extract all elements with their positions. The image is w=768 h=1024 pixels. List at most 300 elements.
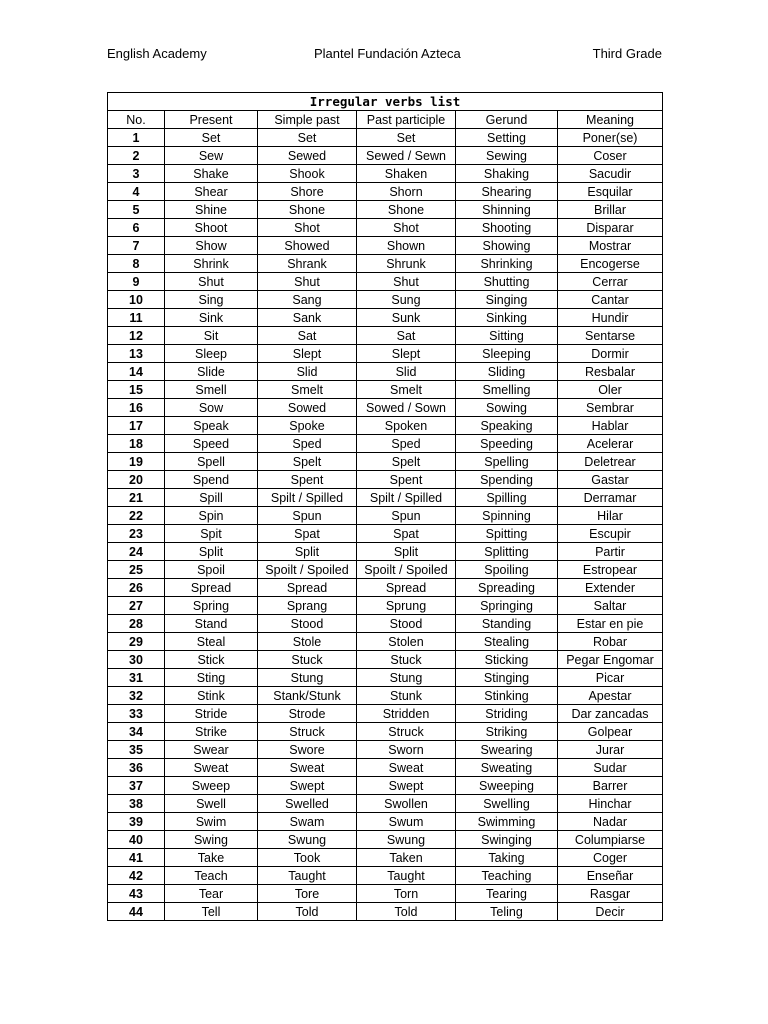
cell-past-participle: Spun bbox=[357, 507, 456, 525]
cell-simple-past: Swore bbox=[258, 741, 357, 759]
cell-simple-past: Spun bbox=[258, 507, 357, 525]
cell-present: Swear bbox=[165, 741, 258, 759]
cell-past-participle: Spilt / Spilled bbox=[357, 489, 456, 507]
cell-meaning: Sacudir bbox=[558, 165, 663, 183]
cell-simple-past: Slept bbox=[258, 345, 357, 363]
cell-past-participle: Sunk bbox=[357, 309, 456, 327]
cell-simple-past: Shone bbox=[258, 201, 357, 219]
cell-gerund: Tearing bbox=[456, 885, 558, 903]
table-row bbox=[108, 777, 663, 795]
cell-number: 37 bbox=[108, 777, 165, 795]
cell-past-participle: Sped bbox=[357, 435, 456, 453]
table-row bbox=[108, 489, 663, 507]
cell-simple-past: Stung bbox=[258, 669, 357, 687]
cell-gerund: Striking bbox=[456, 723, 558, 741]
table-row bbox=[108, 399, 663, 417]
cell-simple-past: Took bbox=[258, 849, 357, 867]
table-row bbox=[108, 183, 663, 201]
cell-past-participle: Spread bbox=[357, 579, 456, 597]
table-row bbox=[108, 147, 663, 165]
table-row bbox=[108, 651, 663, 669]
cell-present: Spell bbox=[165, 453, 258, 471]
cell-simple-past: Shore bbox=[258, 183, 357, 201]
cell-gerund: Spreading bbox=[456, 579, 558, 597]
table-row bbox=[108, 885, 663, 903]
irregular-verbs-table bbox=[107, 92, 663, 921]
table-row bbox=[108, 759, 663, 777]
cell-meaning: Deletrear bbox=[558, 453, 663, 471]
cell-past-participle: Shut bbox=[357, 273, 456, 291]
cell-number: 9 bbox=[108, 273, 165, 291]
cell-simple-past: Swept bbox=[258, 777, 357, 795]
cell-past-participle: Told bbox=[357, 903, 456, 921]
cell-simple-past: Struck bbox=[258, 723, 357, 741]
cell-gerund: Shooting bbox=[456, 219, 558, 237]
table-row bbox=[108, 543, 663, 561]
cell-simple-past: Stole bbox=[258, 633, 357, 651]
cell-gerund: Teling bbox=[456, 903, 558, 921]
cell-present: Swing bbox=[165, 831, 258, 849]
cell-gerund: Swimming bbox=[456, 813, 558, 831]
cell-simple-past: Sowed bbox=[258, 399, 357, 417]
cell-present: Sleep bbox=[165, 345, 258, 363]
cell-simple-past: Stank/Stunk bbox=[258, 687, 357, 705]
cell-meaning: Escupir bbox=[558, 525, 663, 543]
cell-simple-past: Shot bbox=[258, 219, 357, 237]
cell-number: 22 bbox=[108, 507, 165, 525]
cell-number: 24 bbox=[108, 543, 165, 561]
cell-present: Shine bbox=[165, 201, 258, 219]
cell-simple-past: Showed bbox=[258, 237, 357, 255]
cell-past-participle: Stuck bbox=[357, 651, 456, 669]
cell-present: Spend bbox=[165, 471, 258, 489]
cell-simple-past: Stuck bbox=[258, 651, 357, 669]
cell-past-participle: Stunk bbox=[357, 687, 456, 705]
cell-number: 2 bbox=[108, 147, 165, 165]
cell-meaning: Rasgar bbox=[558, 885, 663, 903]
table-row bbox=[108, 381, 663, 399]
cell-meaning: Sudar bbox=[558, 759, 663, 777]
column-header-past-participle: Past participle bbox=[357, 111, 456, 129]
table-row bbox=[108, 867, 663, 885]
cell-number: 12 bbox=[108, 327, 165, 345]
cell-gerund: Singing bbox=[456, 291, 558, 309]
cell-present: Swim bbox=[165, 813, 258, 831]
table-row bbox=[108, 201, 663, 219]
cell-meaning: Sembrar bbox=[558, 399, 663, 417]
cell-simple-past: Spoilt / Spoiled bbox=[258, 561, 357, 579]
cell-simple-past: Shrank bbox=[258, 255, 357, 273]
cell-number: 10 bbox=[108, 291, 165, 309]
cell-gerund: Swelling bbox=[456, 795, 558, 813]
cell-past-participle: Swum bbox=[357, 813, 456, 831]
cell-simple-past: Swung bbox=[258, 831, 357, 849]
cell-gerund: Sweating bbox=[456, 759, 558, 777]
cell-past-participle: Torn bbox=[357, 885, 456, 903]
table-row bbox=[108, 903, 663, 921]
cell-meaning: Nadar bbox=[558, 813, 663, 831]
cell-present: Stick bbox=[165, 651, 258, 669]
column-header-gerund: Gerund bbox=[456, 111, 558, 129]
cell-number: 33 bbox=[108, 705, 165, 723]
cell-present: Stink bbox=[165, 687, 258, 705]
cell-gerund: Shearing bbox=[456, 183, 558, 201]
table-row bbox=[108, 219, 663, 237]
cell-gerund: Sleeping bbox=[456, 345, 558, 363]
cell-present: Sink bbox=[165, 309, 258, 327]
cell-gerund: Shaking bbox=[456, 165, 558, 183]
cell-gerund: Spinning bbox=[456, 507, 558, 525]
cell-gerund: Sitting bbox=[456, 327, 558, 345]
cell-present: Tell bbox=[165, 903, 258, 921]
table-row bbox=[108, 309, 663, 327]
cell-present: Speak bbox=[165, 417, 258, 435]
cell-gerund: Splitting bbox=[456, 543, 558, 561]
cell-past-participle: Split bbox=[357, 543, 456, 561]
cell-number: 7 bbox=[108, 237, 165, 255]
cell-past-participle: Shrunk bbox=[357, 255, 456, 273]
cell-meaning: Hilar bbox=[558, 507, 663, 525]
cell-meaning: Hundir bbox=[558, 309, 663, 327]
table-row bbox=[108, 273, 663, 291]
school-name: English Academy bbox=[107, 46, 207, 61]
cell-present: Split bbox=[165, 543, 258, 561]
cell-present: Sweat bbox=[165, 759, 258, 777]
cell-past-participle: Swept bbox=[357, 777, 456, 795]
table-row bbox=[108, 687, 663, 705]
cell-gerund: Sowing bbox=[456, 399, 558, 417]
cell-meaning: Poner(se) bbox=[558, 129, 663, 147]
cell-simple-past: Set bbox=[258, 129, 357, 147]
table-row bbox=[108, 417, 663, 435]
table-row bbox=[108, 129, 663, 147]
table-row bbox=[108, 597, 663, 615]
cell-simple-past: Sewed bbox=[258, 147, 357, 165]
cell-present: Show bbox=[165, 237, 258, 255]
cell-meaning: Partir bbox=[558, 543, 663, 561]
cell-meaning: Mostrar bbox=[558, 237, 663, 255]
cell-gerund: Standing bbox=[456, 615, 558, 633]
cell-meaning: Estropear bbox=[558, 561, 663, 579]
cell-simple-past: Told bbox=[258, 903, 357, 921]
cell-simple-past: Shut bbox=[258, 273, 357, 291]
cell-gerund: Shinning bbox=[456, 201, 558, 219]
cell-meaning: Golpear bbox=[558, 723, 663, 741]
cell-past-participle: Shorn bbox=[357, 183, 456, 201]
cell-present: Shear bbox=[165, 183, 258, 201]
table-row bbox=[108, 363, 663, 381]
cell-gerund: Sticking bbox=[456, 651, 558, 669]
column-header-meaning: Meaning bbox=[558, 111, 663, 129]
grade-label: Third Grade bbox=[592, 46, 662, 61]
cell-gerund: Spitting bbox=[456, 525, 558, 543]
cell-gerund: Smelling bbox=[456, 381, 558, 399]
cell-meaning: Saltar bbox=[558, 597, 663, 615]
cell-meaning: Derramar bbox=[558, 489, 663, 507]
cell-simple-past: Spilt / Spilled bbox=[258, 489, 357, 507]
cell-past-participle: Stolen bbox=[357, 633, 456, 651]
cell-meaning: Estar en pie bbox=[558, 615, 663, 633]
table-row bbox=[108, 165, 663, 183]
cell-present: Spring bbox=[165, 597, 258, 615]
cell-meaning: Disparar bbox=[558, 219, 663, 237]
cell-simple-past: Strode bbox=[258, 705, 357, 723]
cell-past-participle: Sewed / Sewn bbox=[357, 147, 456, 165]
cell-present: Shoot bbox=[165, 219, 258, 237]
cell-simple-past: Sweat bbox=[258, 759, 357, 777]
cell-meaning: Brillar bbox=[558, 201, 663, 219]
cell-gerund: Springing bbox=[456, 597, 558, 615]
cell-meaning: Gastar bbox=[558, 471, 663, 489]
cell-past-participle: Sowed / Sown bbox=[357, 399, 456, 417]
cell-number: 31 bbox=[108, 669, 165, 687]
cell-number: 23 bbox=[108, 525, 165, 543]
cell-meaning: Apestar bbox=[558, 687, 663, 705]
cell-gerund: Showing bbox=[456, 237, 558, 255]
cell-present: Teach bbox=[165, 867, 258, 885]
table-row bbox=[108, 525, 663, 543]
cell-present: Sting bbox=[165, 669, 258, 687]
cell-gerund: Taking bbox=[456, 849, 558, 867]
cell-past-participle: Smelt bbox=[357, 381, 456, 399]
cell-past-participle: Shone bbox=[357, 201, 456, 219]
cell-gerund: Speaking bbox=[456, 417, 558, 435]
cell-number: 36 bbox=[108, 759, 165, 777]
cell-gerund: Setting bbox=[456, 129, 558, 147]
cell-meaning: Cantar bbox=[558, 291, 663, 309]
cell-number: 44 bbox=[108, 903, 165, 921]
cell-present: Spill bbox=[165, 489, 258, 507]
cell-present: Spin bbox=[165, 507, 258, 525]
cell-number: 16 bbox=[108, 399, 165, 417]
table-row bbox=[108, 741, 663, 759]
column-header-simple-past: Simple past bbox=[258, 111, 357, 129]
cell-past-participle: Shaken bbox=[357, 165, 456, 183]
cell-number: 5 bbox=[108, 201, 165, 219]
cell-number: 20 bbox=[108, 471, 165, 489]
cell-number: 27 bbox=[108, 597, 165, 615]
cell-meaning: Columpiarse bbox=[558, 831, 663, 849]
table-row bbox=[108, 453, 663, 471]
cell-meaning: Hinchar bbox=[558, 795, 663, 813]
cell-present: Shake bbox=[165, 165, 258, 183]
cell-simple-past: Spent bbox=[258, 471, 357, 489]
cell-simple-past: Swam bbox=[258, 813, 357, 831]
cell-meaning: Dar zancadas bbox=[558, 705, 663, 723]
cell-past-participle: Shot bbox=[357, 219, 456, 237]
cell-number: 18 bbox=[108, 435, 165, 453]
cell-meaning: Hablar bbox=[558, 417, 663, 435]
cell-number: 15 bbox=[108, 381, 165, 399]
table-row bbox=[108, 795, 663, 813]
table-row bbox=[108, 705, 663, 723]
cell-past-participle: Sweat bbox=[357, 759, 456, 777]
cell-present: Shrink bbox=[165, 255, 258, 273]
table-row bbox=[108, 633, 663, 651]
table-row bbox=[108, 615, 663, 633]
cell-simple-past: Sped bbox=[258, 435, 357, 453]
cell-simple-past: Spread bbox=[258, 579, 357, 597]
cell-simple-past: Sprang bbox=[258, 597, 357, 615]
cell-gerund: Sweeping bbox=[456, 777, 558, 795]
table-row bbox=[108, 345, 663, 363]
cell-number: 26 bbox=[108, 579, 165, 597]
cell-meaning: Sentarse bbox=[558, 327, 663, 345]
cell-past-participle: Slept bbox=[357, 345, 456, 363]
column-header-present: Present bbox=[165, 111, 258, 129]
cell-simple-past: Sank bbox=[258, 309, 357, 327]
cell-present: Strike bbox=[165, 723, 258, 741]
cell-past-participle: Sworn bbox=[357, 741, 456, 759]
cell-meaning: Cerrar bbox=[558, 273, 663, 291]
table-row bbox=[108, 435, 663, 453]
table-row bbox=[108, 471, 663, 489]
cell-past-participle: Stung bbox=[357, 669, 456, 687]
cell-past-participle: Swollen bbox=[357, 795, 456, 813]
cell-past-participle: Spoken bbox=[357, 417, 456, 435]
cell-gerund: Stealing bbox=[456, 633, 558, 651]
cell-number: 14 bbox=[108, 363, 165, 381]
cell-present: Slide bbox=[165, 363, 258, 381]
table-row bbox=[108, 723, 663, 741]
cell-simple-past: Swelled bbox=[258, 795, 357, 813]
cell-number: 41 bbox=[108, 849, 165, 867]
cell-present: Stride bbox=[165, 705, 258, 723]
table-row bbox=[108, 579, 663, 597]
cell-present: Steal bbox=[165, 633, 258, 651]
cell-simple-past: Stood bbox=[258, 615, 357, 633]
cell-past-participle: Spelt bbox=[357, 453, 456, 471]
cell-meaning: Resbalar bbox=[558, 363, 663, 381]
cell-number: 34 bbox=[108, 723, 165, 741]
cell-simple-past: Sang bbox=[258, 291, 357, 309]
cell-present: Spoil bbox=[165, 561, 258, 579]
cell-number: 19 bbox=[108, 453, 165, 471]
cell-past-participle: Swung bbox=[357, 831, 456, 849]
cell-number: 30 bbox=[108, 651, 165, 669]
cell-gerund: Sliding bbox=[456, 363, 558, 381]
cell-past-participle: Taken bbox=[357, 849, 456, 867]
cell-present: Sow bbox=[165, 399, 258, 417]
cell-number: 38 bbox=[108, 795, 165, 813]
page-header bbox=[107, 46, 662, 64]
table-row bbox=[108, 291, 663, 309]
cell-gerund: Teaching bbox=[456, 867, 558, 885]
cell-number: 42 bbox=[108, 867, 165, 885]
cell-simple-past: Shook bbox=[258, 165, 357, 183]
cell-simple-past: Spelt bbox=[258, 453, 357, 471]
table-row bbox=[108, 831, 663, 849]
campus-name: Plantel Fundación Azteca bbox=[314, 46, 461, 61]
cell-meaning: Extender bbox=[558, 579, 663, 597]
table-body bbox=[108, 129, 663, 921]
cell-number: 8 bbox=[108, 255, 165, 273]
cell-meaning: Coser bbox=[558, 147, 663, 165]
cell-past-participle: Shown bbox=[357, 237, 456, 255]
table-row bbox=[108, 813, 663, 831]
cell-gerund: Sewing bbox=[456, 147, 558, 165]
cell-number: 3 bbox=[108, 165, 165, 183]
cell-gerund: Swinging bbox=[456, 831, 558, 849]
cell-meaning: Pegar Engomar bbox=[558, 651, 663, 669]
cell-present: Speed bbox=[165, 435, 258, 453]
cell-present: Shut bbox=[165, 273, 258, 291]
cell-meaning: Oler bbox=[558, 381, 663, 399]
table-row bbox=[108, 561, 663, 579]
cell-number: 40 bbox=[108, 831, 165, 849]
cell-past-participle: Sung bbox=[357, 291, 456, 309]
cell-simple-past: Spoke bbox=[258, 417, 357, 435]
table-row bbox=[108, 255, 663, 273]
cell-simple-past: Tore bbox=[258, 885, 357, 903]
cell-simple-past: Taught bbox=[258, 867, 357, 885]
table-row bbox=[108, 669, 663, 687]
cell-number: 25 bbox=[108, 561, 165, 579]
cell-past-participle: Spent bbox=[357, 471, 456, 489]
cell-gerund: Striding bbox=[456, 705, 558, 723]
cell-gerund: Shrinking bbox=[456, 255, 558, 273]
cell-meaning: Enseñar bbox=[558, 867, 663, 885]
cell-number: 32 bbox=[108, 687, 165, 705]
table-title: Irregular verbs list bbox=[108, 93, 663, 111]
table-row bbox=[108, 237, 663, 255]
cell-number: 17 bbox=[108, 417, 165, 435]
cell-present: Smell bbox=[165, 381, 258, 399]
cell-meaning: Encogerse bbox=[558, 255, 663, 273]
cell-past-participle: Stood bbox=[357, 615, 456, 633]
cell-meaning: Decir bbox=[558, 903, 663, 921]
cell-number: 11 bbox=[108, 309, 165, 327]
table-row bbox=[108, 327, 663, 345]
cell-gerund: Stinging bbox=[456, 669, 558, 687]
cell-simple-past: Smelt bbox=[258, 381, 357, 399]
cell-meaning: Robar bbox=[558, 633, 663, 651]
cell-number: 35 bbox=[108, 741, 165, 759]
cell-present: Set bbox=[165, 129, 258, 147]
cell-meaning: Acelerar bbox=[558, 435, 663, 453]
table-row bbox=[108, 507, 663, 525]
column-header-row bbox=[108, 111, 663, 129]
cell-meaning: Jurar bbox=[558, 741, 663, 759]
cell-number: 39 bbox=[108, 813, 165, 831]
cell-gerund: Speeding bbox=[456, 435, 558, 453]
table-row bbox=[108, 849, 663, 867]
cell-past-participle: Spoilt / Spoiled bbox=[357, 561, 456, 579]
cell-meaning: Dormir bbox=[558, 345, 663, 363]
cell-past-participle: Stridden bbox=[357, 705, 456, 723]
cell-present: Sing bbox=[165, 291, 258, 309]
cell-meaning: Esquilar bbox=[558, 183, 663, 201]
cell-number: 6 bbox=[108, 219, 165, 237]
cell-past-participle: Set bbox=[357, 129, 456, 147]
cell-number: 43 bbox=[108, 885, 165, 903]
cell-present: Sit bbox=[165, 327, 258, 345]
cell-meaning: Picar bbox=[558, 669, 663, 687]
cell-number: 4 bbox=[108, 183, 165, 201]
cell-number: 13 bbox=[108, 345, 165, 363]
cell-past-participle: Sprung bbox=[357, 597, 456, 615]
cell-gerund: Stinking bbox=[456, 687, 558, 705]
cell-gerund: Sinking bbox=[456, 309, 558, 327]
cell-meaning: Barrer bbox=[558, 777, 663, 795]
cell-present: Stand bbox=[165, 615, 258, 633]
cell-simple-past: Slid bbox=[258, 363, 357, 381]
cell-simple-past: Split bbox=[258, 543, 357, 561]
cell-present: Swell bbox=[165, 795, 258, 813]
cell-past-participle: Taught bbox=[357, 867, 456, 885]
cell-present: Spread bbox=[165, 579, 258, 597]
cell-simple-past: Spat bbox=[258, 525, 357, 543]
